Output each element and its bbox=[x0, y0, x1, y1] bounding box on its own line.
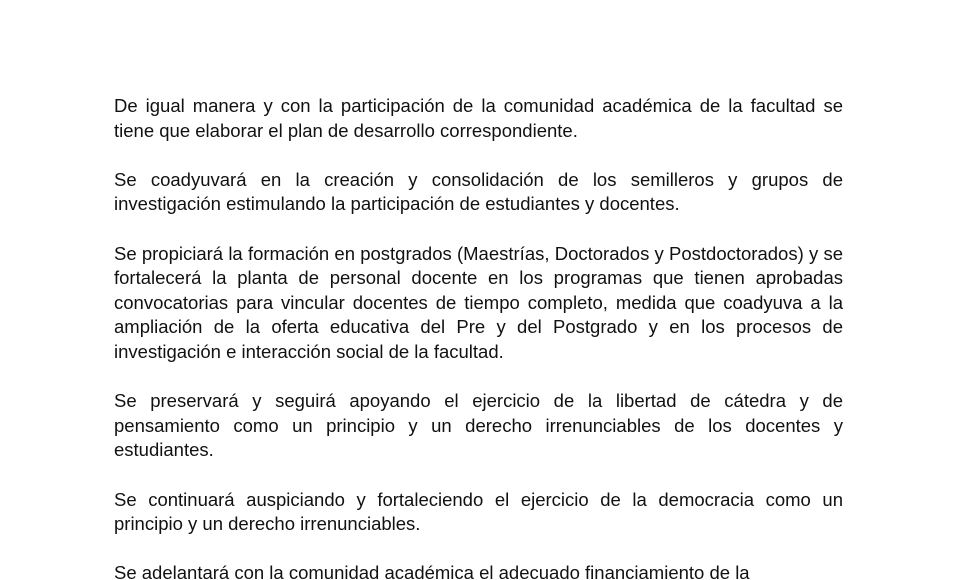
paragraph-development-plan: De igual manera y con la participación de la comunidad académica de la facultad se tiene que elaborar el plan de desarrollo correspondiente. bbox=[114, 95, 843, 141]
paragraph-democracy: Se continuará auspiciando y fortaleciendo el ejercicio de la democracia como un principio y un derecho irrenunciables. bbox=[114, 488, 843, 535]
paragraph-postgraduate-training: Se propiciará la formación en postgrados (Maestrías, Doctorados y Postdoctorados) y se fortalecerá la planta de personal docente en los programas que tienen aprobadas convocatorias para vincular docentes de tiempo completo, medida que coadyuva a la ampliación de la oferta educativa del Pre y del Postgrado y en los procesos de investigación e interacción social de la facultad. bbox=[114, 242, 843, 362]
paragraph-financing: Se adelantará con la comunidad académica el adecuado financiamiento de la bbox=[114, 562, 750, 580]
paragraph-research-groups: Se coadyuvará en la creación y consolidación de los semilleros y grupos de investigación estimulando la participación de estudiantes y docentes. bbox=[114, 168, 843, 215]
paragraph-academic-freedom: Se preservará y seguirá apoyando el ejercicio de la libertad de cátedra y de pensamiento como un principio y un derecho irrenunciables de los docentes y estudiantes. bbox=[114, 390, 843, 461]
document-body bbox=[114, 94, 843, 580]
